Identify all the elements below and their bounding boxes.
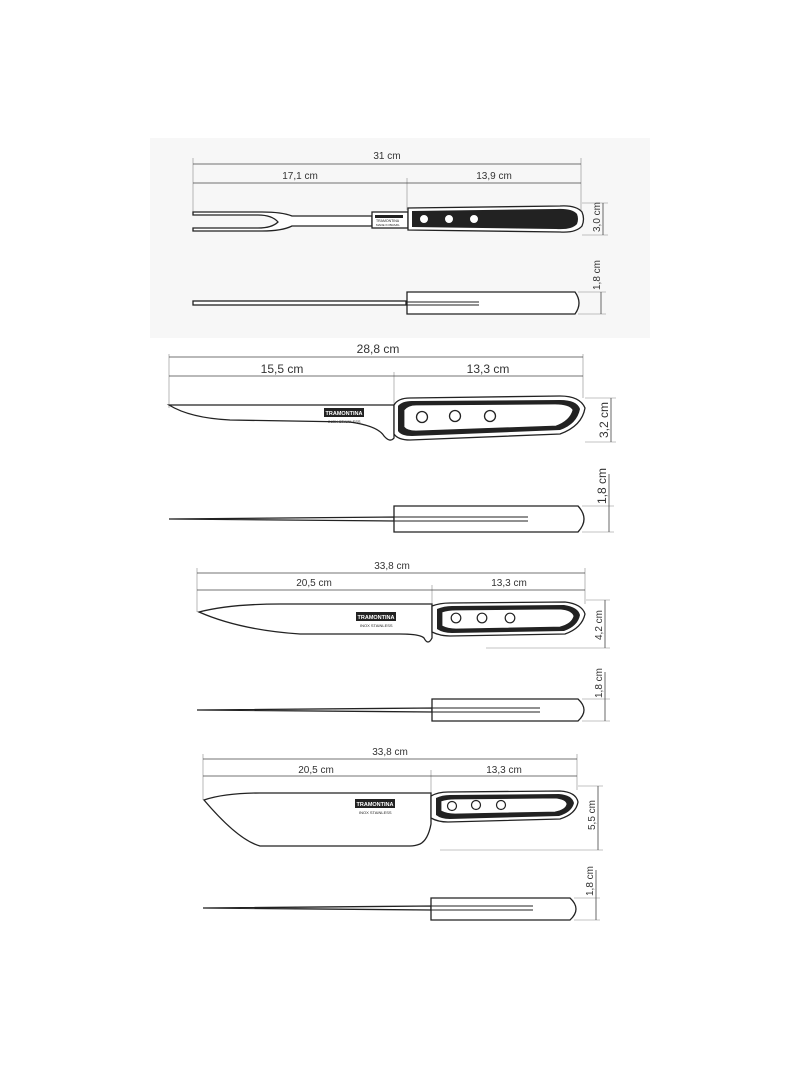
chef-knife-top-view	[203, 747, 603, 850]
boning-knife-rivet	[485, 411, 496, 422]
boning-knife-total-length: 28,8 cm	[356, 342, 400, 356]
carving-knife-top-view	[197, 561, 610, 648]
carving-knife-side-handle	[432, 699, 584, 721]
boning-knife-subtext: INOX STAINLESS	[328, 419, 361, 424]
boning-knife-rivet	[450, 411, 461, 422]
carving-knife-thickness: 1,8 cm	[594, 667, 605, 698]
chef-knife-subtext: INOX STAINLESS	[359, 810, 392, 815]
chef-knife-side-view	[203, 866, 600, 920]
carving-knife-blade	[199, 604, 432, 642]
fork-height: 3,0 cm	[592, 201, 603, 232]
chef-knife-rivet	[497, 801, 506, 810]
fork-brand-mark: TRAMONTINA	[376, 219, 400, 223]
boning-knife-side-blade	[169, 517, 394, 521]
fork-blade-length: 17,1 cm	[282, 171, 318, 182]
chef-knife-blade-length: 20,5 cm	[298, 765, 334, 776]
fork-rivet	[445, 215, 454, 224]
carving-knife-rivet	[505, 613, 515, 623]
chef-knife-side-blade	[203, 906, 431, 910]
chef-knife-total-length: 33,8 cm	[372, 747, 408, 758]
boning-knife-side-view	[169, 468, 614, 532]
carving-knife-handle-length: 13,3 cm	[491, 578, 527, 589]
chef-knife-side-handle	[431, 898, 576, 920]
chef-knife-handle-length: 13,3 cm	[486, 765, 522, 776]
boning-knife-brand: TRAMONTINA	[325, 411, 363, 417]
carving-knife-side-blade	[197, 708, 432, 712]
fork-side-shaft	[193, 301, 406, 305]
carving-knife-rivet	[451, 613, 461, 623]
carving-knife-brand: TRAMONTINA	[357, 615, 395, 621]
chef-knife-rivet	[472, 801, 481, 810]
carving-knife-blade-length: 20,5 cm	[296, 578, 332, 589]
boning-knife-side-handle	[394, 506, 584, 532]
carving-knife-side-view	[197, 668, 610, 721]
chef-knife-rivet	[448, 802, 457, 811]
fork-handle-length: 13,9 cm	[476, 171, 512, 182]
boning-knife-top-view	[169, 342, 616, 442]
boning-knife-height: 3,2 cm	[597, 401, 611, 438]
fork-brand-subtext: MADE IN BRAZIL	[376, 223, 400, 227]
fork-total-length: 31 cm	[373, 151, 401, 162]
chef-knife-height: 5,5 cm	[587, 799, 598, 830]
boning-knife-rivet	[417, 412, 428, 423]
boning-knife-handle-length: 13,3 cm	[466, 362, 510, 376]
chef-knife-brand: TRAMONTINA	[356, 802, 394, 808]
carving-knife-subtext: INOX STAINLESS	[360, 623, 393, 628]
fork-side-handle	[407, 292, 579, 314]
carving-knife-height: 4,2 cm	[594, 609, 605, 640]
boning-knife-blade-length: 15,5 cm	[260, 362, 304, 376]
fork-thickness: 1,8 cm	[592, 259, 603, 290]
carving-knife-rivet	[477, 613, 487, 623]
boning-knife-thickness: 1,8 cm	[595, 467, 609, 504]
fork-rivet	[470, 215, 479, 224]
chef-knife-thickness: 1,8 cm	[585, 865, 596, 896]
fork-rivet	[420, 215, 429, 224]
fork-handle-scale	[412, 209, 578, 229]
chef-knife-blade	[204, 793, 431, 846]
carving-knife-total-length: 33,8 cm	[374, 561, 410, 572]
